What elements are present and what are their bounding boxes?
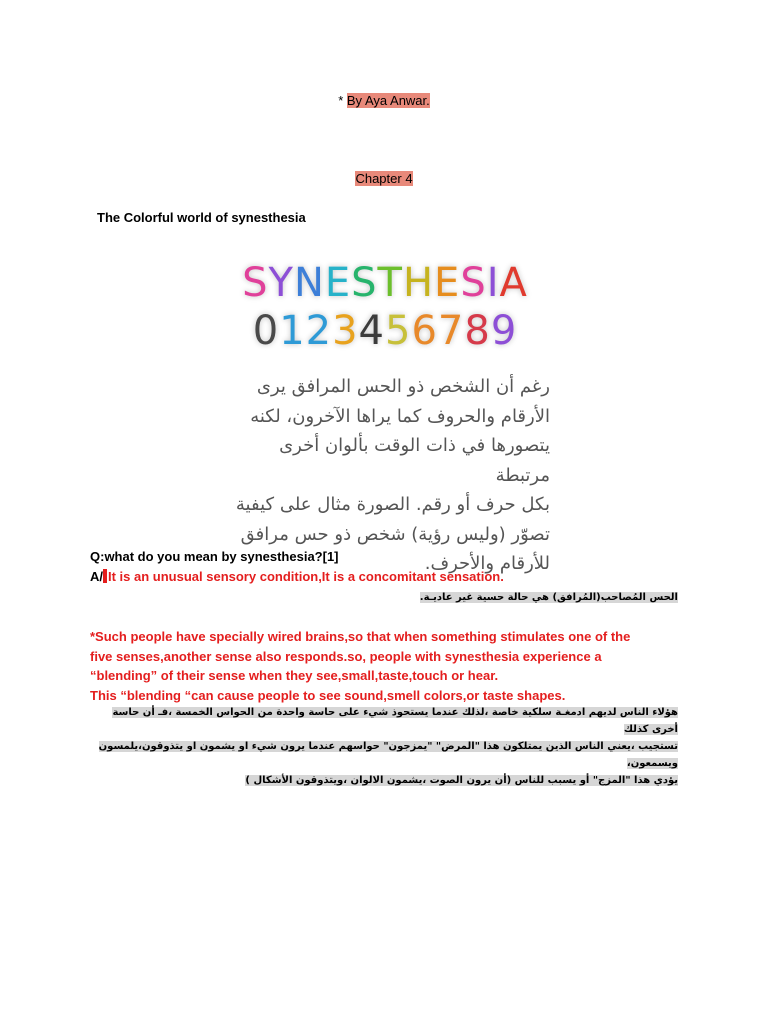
glyph-9: 9 [490, 308, 518, 354]
paragraph-line: This “blending “can cause people to see sound,smell colors,or taste shapes. [90, 687, 566, 703]
synesthesia-word [220, 260, 550, 306]
answer-prefix: A/ [90, 569, 103, 584]
author-line [0, 93, 768, 108]
caption-line: يتصورها في ذات الوقت بألوان أخرى مرتبطة [279, 435, 550, 486]
figure-caption-arabic [220, 372, 550, 579]
glyph-3: 3 [332, 308, 359, 354]
chapter-label: Chapter 4 [355, 171, 413, 186]
paragraph-line: “blending” of their sense when they see,small,taste,touch or hear. [90, 668, 499, 683]
glyph-h: H [402, 260, 435, 306]
answer-line [90, 569, 504, 584]
glyph-e: E [324, 260, 352, 306]
question-text: Q:what do you mean by synesthesia?[1] [90, 549, 339, 564]
caption-line: بكل حرف أو رقم. الصورة مثال على كيفية [235, 494, 550, 515]
glyph-y: Y [268, 260, 294, 306]
chapter-line [0, 171, 768, 186]
glyph-e: E [434, 260, 461, 306]
explanation-paragraph [90, 627, 690, 705]
glyph-2: 2 [305, 308, 333, 354]
paragraph-line: five senses,another sense also responds.so, people with synesthesia experience a [90, 648, 602, 664]
paragraph-line: *Such people have specially wired brains,so that when something stimulates one of the [90, 629, 631, 644]
glyph-i: I [486, 260, 500, 306]
author-prefix: * [338, 93, 347, 108]
glyph-s: S [351, 260, 378, 306]
synesthesia-digits [220, 308, 550, 354]
answer-arabic-text: الحس المُصاحب(المُرافق) هي حالة حسية غير عاديـة. [419, 592, 678, 603]
caption-line: للأرقام والأحرف. [424, 553, 550, 574]
glyph-6: 6 [411, 308, 438, 354]
answer-text: It is an unusual sensory condition,It is a concomitant sensation. [108, 569, 504, 584]
glyph-7: 7 [437, 308, 465, 354]
glyph-0: 0 [252, 308, 280, 354]
glyph-t: T [377, 260, 403, 306]
glyph-s: S [242, 260, 269, 306]
caption-line: رغم أن الشخص ذو الحس المرافق يرى [256, 376, 550, 397]
caption-line: تصوّر (وليس رؤية) شخص ذو حس مرافق [240, 523, 550, 545]
glyph-1: 1 [279, 308, 306, 354]
glyph-s: S [460, 260, 487, 306]
glyph-5: 5 [385, 308, 412, 354]
author-name: By Aya Anwar. [346, 93, 430, 108]
explanation-arabic [88, 704, 678, 789]
text-cursor [103, 569, 107, 583]
caption-line: الأرقام والحروف كما يراها الآخرون، لكنه [250, 405, 550, 427]
arabic-line: ويسمعون، [626, 758, 678, 769]
glyph-n: N [293, 260, 325, 306]
arabic-line: يؤدي هذا "المزج" أو يسبب للناس (أن يرون الصوت ،يشمون الالوان ،ويتذوقون الأشكال ) [245, 775, 678, 786]
arabic-line: هؤلاء الناس لديهم ادمغـة سلكية خاصة ،لذلك عندما يستحوذ شيء على حاسة واحدة من الحواس الخمسة ،فـ أن حاسة أخرى كذلك [112, 707, 678, 735]
answer-arabic [420, 589, 678, 606]
document-title: The Colorful world of synesthesia [97, 210, 306, 225]
synesthesia-figure [220, 250, 550, 574]
glyph-4: 4 [358, 308, 385, 354]
glyph-a: A [499, 260, 528, 306]
glyph-8: 8 [464, 308, 491, 354]
arabic-line: تستجيب ،يعني الناس الذين يمتلكون هذا "المرض" "يمزجون" حواسهم عندما يرون شيء او يشمون او يتذوقون،يلمسون [98, 741, 678, 752]
